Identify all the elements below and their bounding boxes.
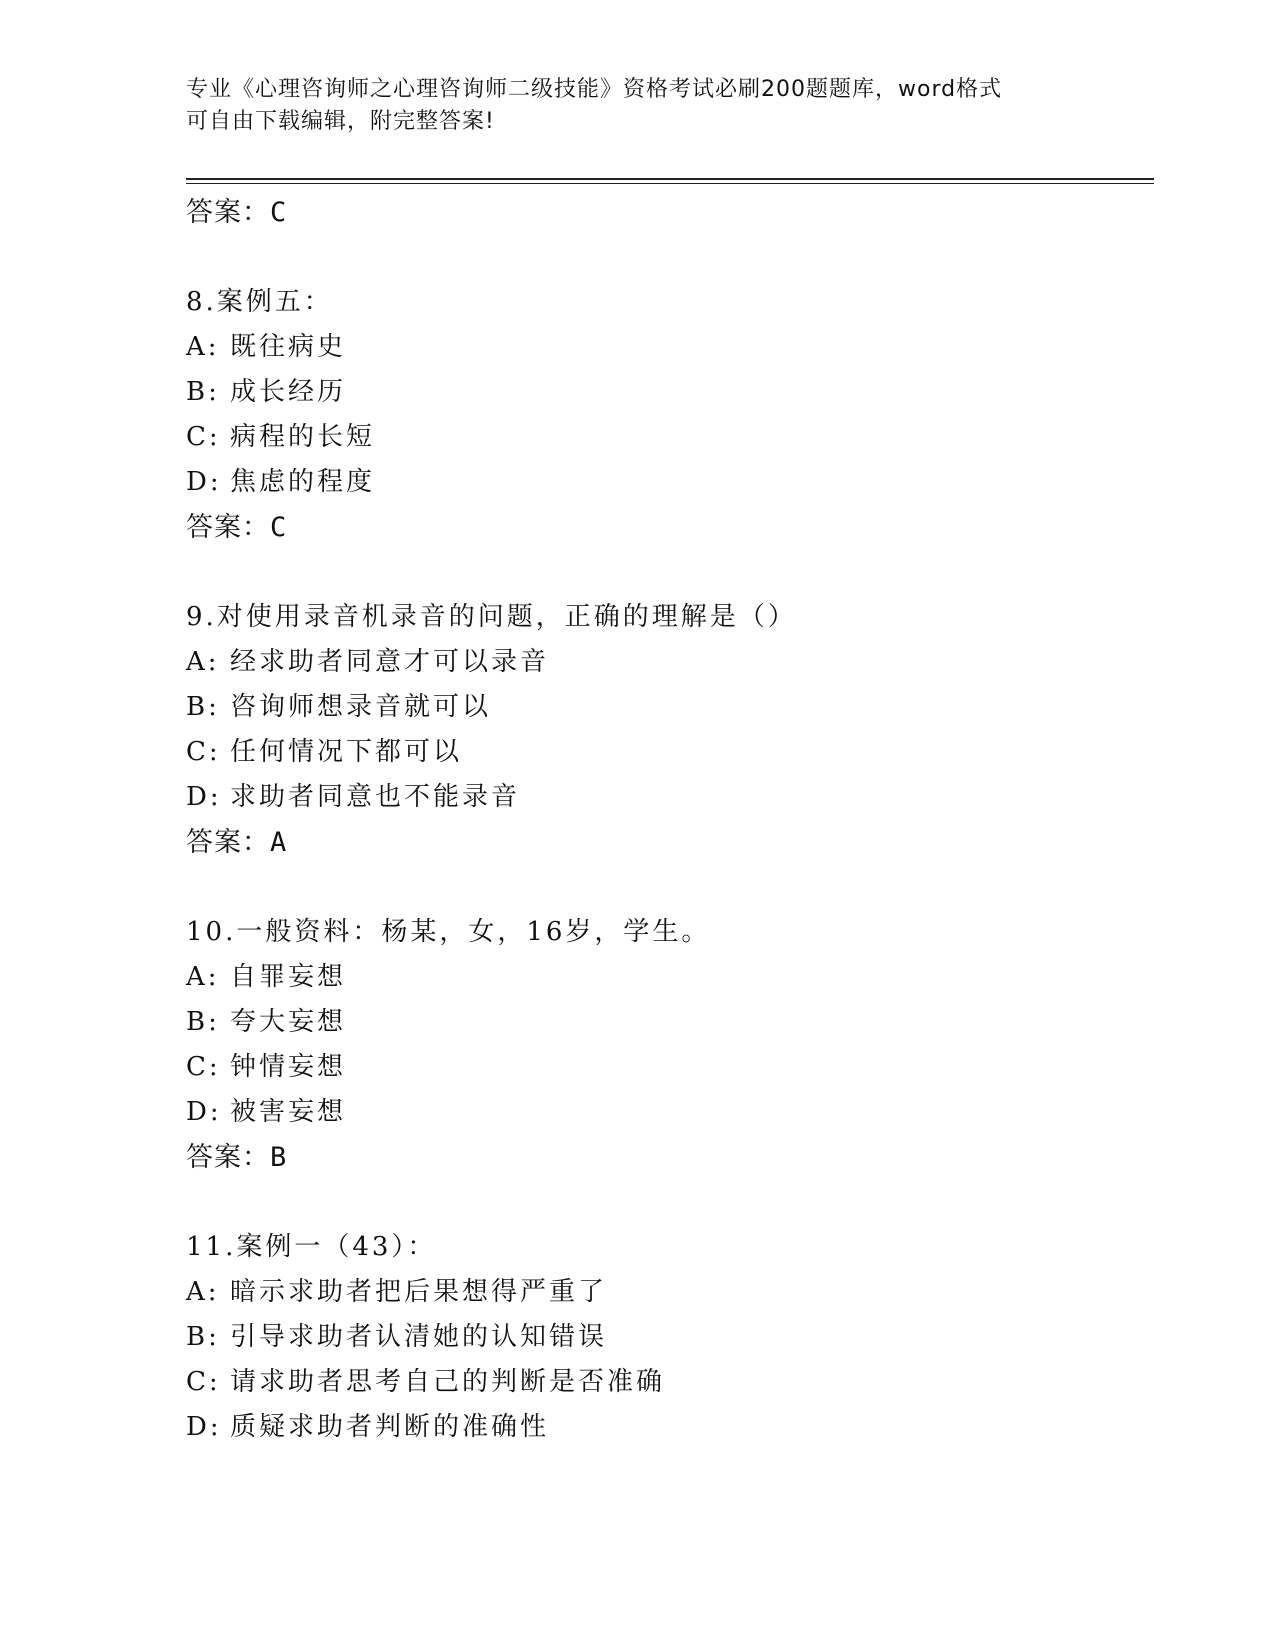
option-a bbox=[186, 325, 1154, 370]
header-rule-thick bbox=[186, 178, 1154, 180]
spacer bbox=[186, 551, 1154, 595]
option-key: D: bbox=[186, 1412, 222, 1442]
question-block-11 bbox=[186, 1225, 1154, 1450]
header-line-2: 可自由下载编辑，附完整答案! bbox=[186, 109, 495, 134]
option-b bbox=[186, 1000, 1154, 1045]
option-key: A: bbox=[186, 1277, 220, 1307]
answer-value: A bbox=[270, 827, 288, 858]
option-d bbox=[186, 460, 1154, 505]
answer-label: 答案： bbox=[186, 197, 270, 228]
option-text: 成长经历 bbox=[230, 377, 347, 407]
header-line-1: 专业《心理咨询师之心理咨询师二级技能》资格考试必刷200题题库，word格式 bbox=[186, 77, 1003, 102]
option-text: 任何情况下都可以 bbox=[230, 737, 463, 767]
answer-line-prev bbox=[186, 190, 1154, 236]
option-key: B: bbox=[186, 1007, 220, 1037]
option-a bbox=[186, 640, 1154, 685]
question-block-8 bbox=[186, 280, 1154, 551]
option-text: 夸大妄想 bbox=[230, 1007, 347, 1037]
question-text: 9.对使用录音机录音的问题，正确的理解是（） bbox=[186, 602, 797, 632]
document-body bbox=[186, 190, 1154, 1450]
option-c bbox=[186, 1045, 1154, 1090]
option-b bbox=[186, 685, 1154, 730]
option-b bbox=[186, 370, 1154, 415]
option-text: 求助者同意也不能录音 bbox=[230, 782, 521, 812]
spacer bbox=[186, 236, 1154, 280]
option-key: C: bbox=[186, 422, 221, 452]
option-text: 暗示求助者把后果想得严重了 bbox=[230, 1277, 608, 1307]
answer-line bbox=[186, 820, 1154, 866]
question-block-9 bbox=[186, 595, 1154, 866]
answer-value: C bbox=[270, 197, 288, 228]
option-key: B: bbox=[186, 692, 220, 722]
option-key: A: bbox=[186, 962, 220, 992]
option-c bbox=[186, 415, 1154, 460]
option-key: A: bbox=[186, 647, 220, 677]
answer-value: B bbox=[270, 1142, 288, 1173]
option-a bbox=[186, 955, 1154, 1000]
document-header bbox=[186, 74, 1066, 138]
option-key: C: bbox=[186, 1052, 221, 1082]
question-text: 10.一般资料：杨某，女，16岁，学生。 bbox=[186, 917, 711, 947]
option-key: D: bbox=[186, 782, 222, 812]
option-d bbox=[186, 775, 1154, 820]
option-d bbox=[186, 1090, 1154, 1135]
answer-label: 答案： bbox=[186, 512, 270, 543]
option-key: B: bbox=[186, 1322, 220, 1352]
option-c bbox=[186, 1360, 1154, 1405]
option-text: 请求助者思考自己的判断是否准确 bbox=[230, 1367, 666, 1397]
option-key: C: bbox=[186, 737, 221, 767]
option-key: A: bbox=[186, 332, 220, 362]
spacer bbox=[186, 866, 1154, 910]
option-key: D: bbox=[186, 467, 222, 497]
option-text: 病程的长短 bbox=[230, 422, 376, 452]
option-text: 焦虑的程度 bbox=[230, 467, 376, 497]
question-text: 8.案例五： bbox=[186, 287, 333, 317]
question-text: 11.案例一（43）： bbox=[186, 1232, 437, 1262]
option-text: 自罪妄想 bbox=[230, 962, 347, 992]
option-c bbox=[186, 730, 1154, 775]
option-b bbox=[186, 1315, 1154, 1360]
option-text: 钟情妄想 bbox=[230, 1052, 347, 1082]
option-a bbox=[186, 1270, 1154, 1315]
answer-label: 答案： bbox=[186, 827, 270, 858]
answer-value: C bbox=[270, 512, 288, 543]
option-key: C: bbox=[186, 1367, 221, 1397]
option-text: 质疑求助者判断的准确性 bbox=[230, 1412, 550, 1442]
option-d bbox=[186, 1405, 1154, 1450]
answer-line bbox=[186, 505, 1154, 551]
option-text: 咨询师想录音就可以 bbox=[230, 692, 492, 722]
header-rule-thin bbox=[186, 183, 1154, 184]
option-key: B: bbox=[186, 377, 220, 407]
spacer bbox=[186, 1181, 1154, 1225]
option-text: 引导求助者认清她的认知错误 bbox=[230, 1322, 608, 1352]
option-text: 既往病史 bbox=[230, 332, 347, 362]
option-text: 被害妄想 bbox=[230, 1097, 347, 1127]
answer-label: 答案： bbox=[186, 1142, 270, 1173]
question-block-10 bbox=[186, 910, 1154, 1181]
option-text: 经求助者同意才可以录音 bbox=[230, 647, 550, 677]
answer-line bbox=[186, 1135, 1154, 1181]
option-key: D: bbox=[186, 1097, 222, 1127]
